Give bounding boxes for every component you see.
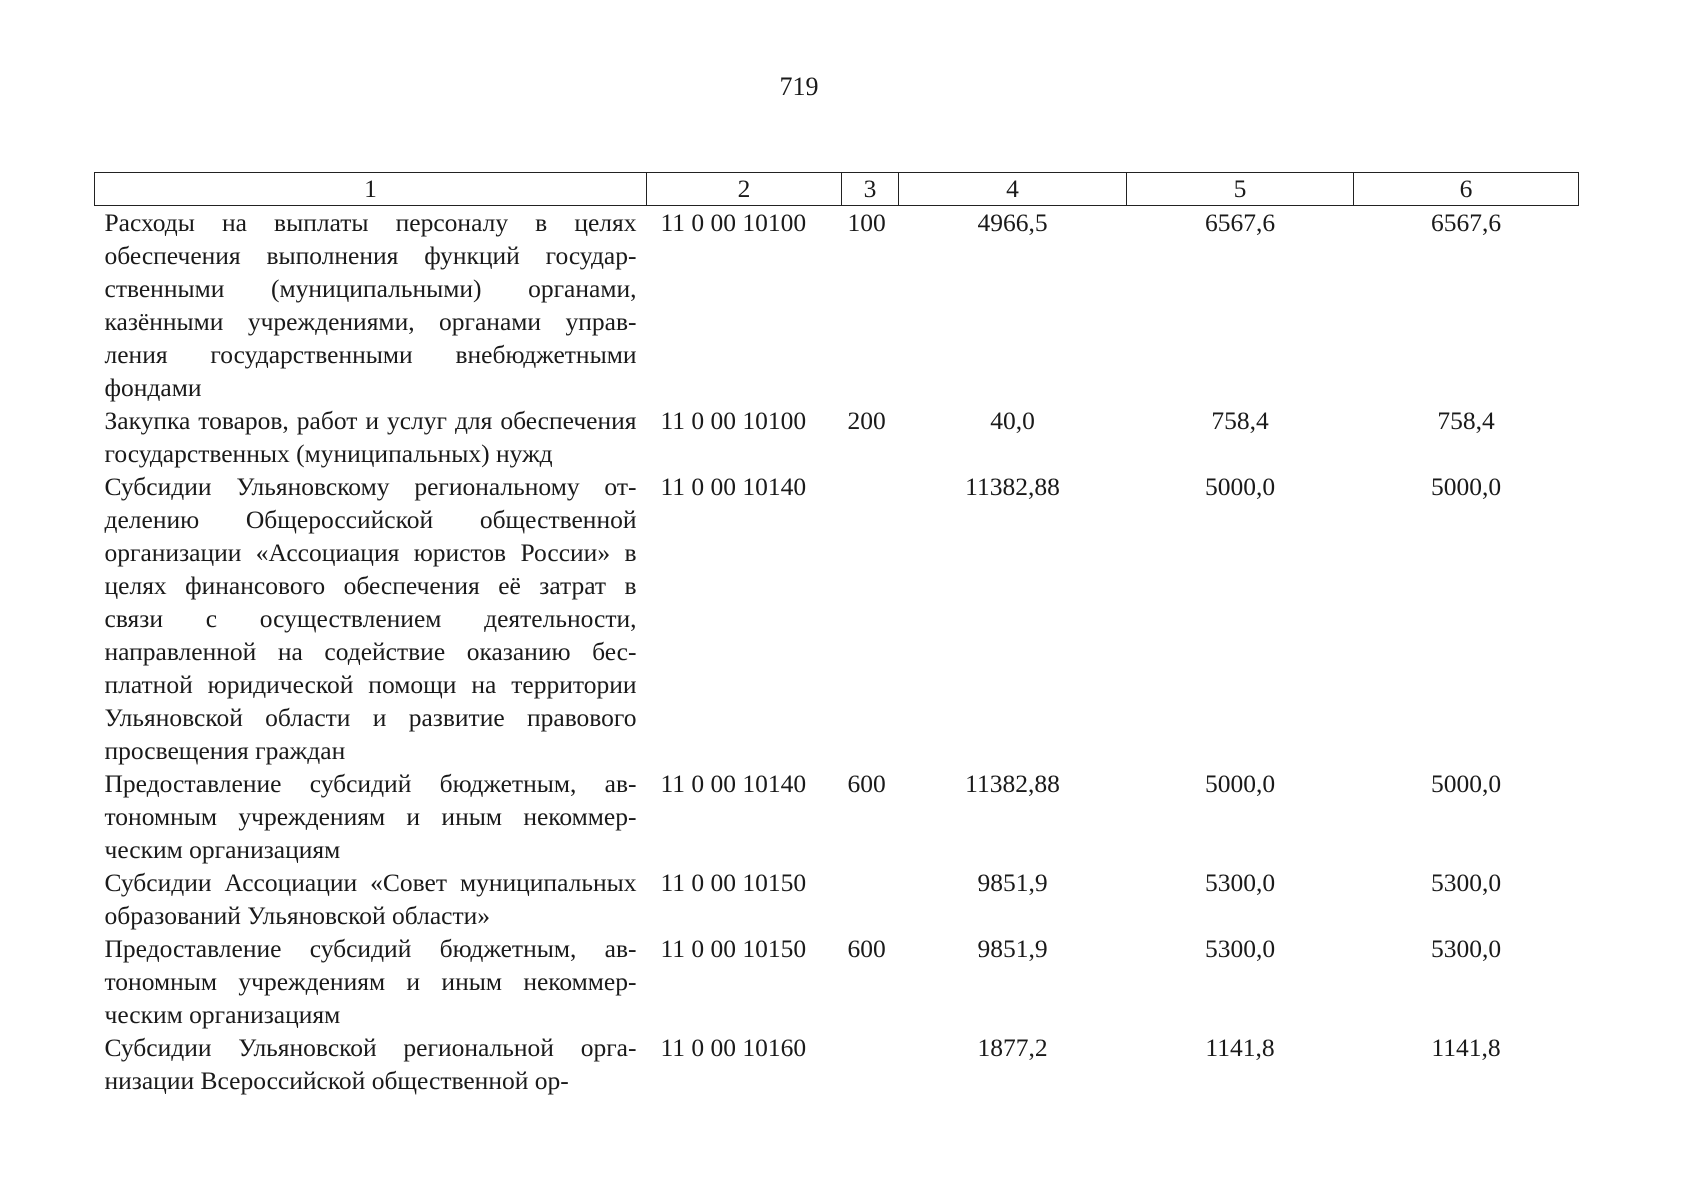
row-col6-value: 5000,0 [1430,769,1502,798]
page-number [0,72,1698,102]
row-code: 11 0 00 10150 [660,934,807,963]
header-col-5: 5 [1127,173,1354,206]
row-col6-value: 1141,8 [1431,1033,1501,1062]
row-expense-type: 600 [847,769,886,798]
row-col6-value: 6567,6 [1430,208,1502,237]
table-row [95,866,1579,932]
header-col-6: 6 [1354,173,1579,206]
row-name: Предоставление субсидий бюджетным, автономным учреждениям и иным некоммерческим организациям [104,934,637,1029]
row-expense-type [842,866,899,932]
row-col4-value: 9851,9 [977,934,1048,963]
row-col5-value: 5000,0 [1204,472,1276,501]
row-name: Субсидии Ульяновской региональной организации Всероссийской общественной ор- [104,1033,637,1095]
page-number-text: 719 [779,72,819,101]
row-expense-type: 100 [847,208,886,237]
header-col-1: 1 [95,173,647,206]
row-col4-value: 11382,88 [965,472,1060,501]
row-expense-type: 600 [847,934,886,963]
row-expense-type: 200 [847,406,886,435]
table-row [95,404,1579,470]
row-col6-value: 5300,0 [1430,934,1502,963]
row-code: 11 0 00 10100 [660,406,807,435]
row-col4-value: 9851,9 [977,868,1048,897]
header-col-3: 3 [842,173,899,206]
row-expense-type [842,470,899,767]
row-col5-value: 5300,0 [1204,934,1276,963]
table-row [95,932,1579,1031]
row-col6-value: 5300,0 [1430,868,1502,897]
row-name: Субсидии Ассоциации «Совет муниципальных образований Ульяновской области» [104,868,637,930]
table-header [95,173,1579,206]
table-row [95,1031,1579,1097]
header-col-4: 4 [899,173,1127,206]
row-code: 11 0 00 10140 [660,769,807,798]
row-name: Закупка товаров, работ и услуг для обеспечения государственных (муниципальных) нужд [104,406,637,468]
table-row [95,206,1579,405]
row-code: 11 0 00 10140 [660,472,807,501]
budget-table [94,172,1579,1097]
row-col5-value: 5300,0 [1204,868,1276,897]
row-code: 11 0 00 10100 [660,208,807,237]
header-col-2: 2 [647,173,842,206]
row-col5-value: 5000,0 [1204,769,1276,798]
row-col5-value: 1141,8 [1205,1033,1275,1062]
row-col4-value: 1877,2 [977,1033,1048,1062]
table-body [95,206,1579,1098]
row-name: Предоставление субсидий бюджетным, автономным учреждениям и иным некоммерческим организациям [104,769,637,864]
row-name: Субсидии Ульяновскому региональному отделению Общероссийской общественной организации «Ассоциация юристов России» в целях финансового обеспечения её затрат в связи с осуществлением деятельности, направленной на содействие оказанию бесплатной юридической помощи на территории Ульяновской области и развитие правового просвещения граждан [104,472,637,765]
row-col6-value: 758,4 [1437,406,1495,435]
row-expense-type [842,1031,899,1097]
row-code: 11 0 00 10150 [660,868,807,897]
row-name: Расходы на выплаты персоналу в целях обеспечения выполнения функций государственными (муниципальными) органами, казёнными учреждениями, органами управления государственными внебюджетными фондами [104,208,637,402]
row-col5-value: 758,4 [1211,406,1269,435]
row-col4-value: 11382,88 [965,769,1060,798]
table-row [95,470,1579,767]
table-row [95,767,1579,866]
header-row [95,173,1579,206]
row-col4-value: 40,0 [990,406,1035,435]
row-col6-value: 5000,0 [1430,472,1502,501]
row-col5-value: 6567,6 [1204,208,1276,237]
row-col4-value: 4966,5 [977,208,1048,237]
row-code: 11 0 00 10160 [660,1033,807,1062]
